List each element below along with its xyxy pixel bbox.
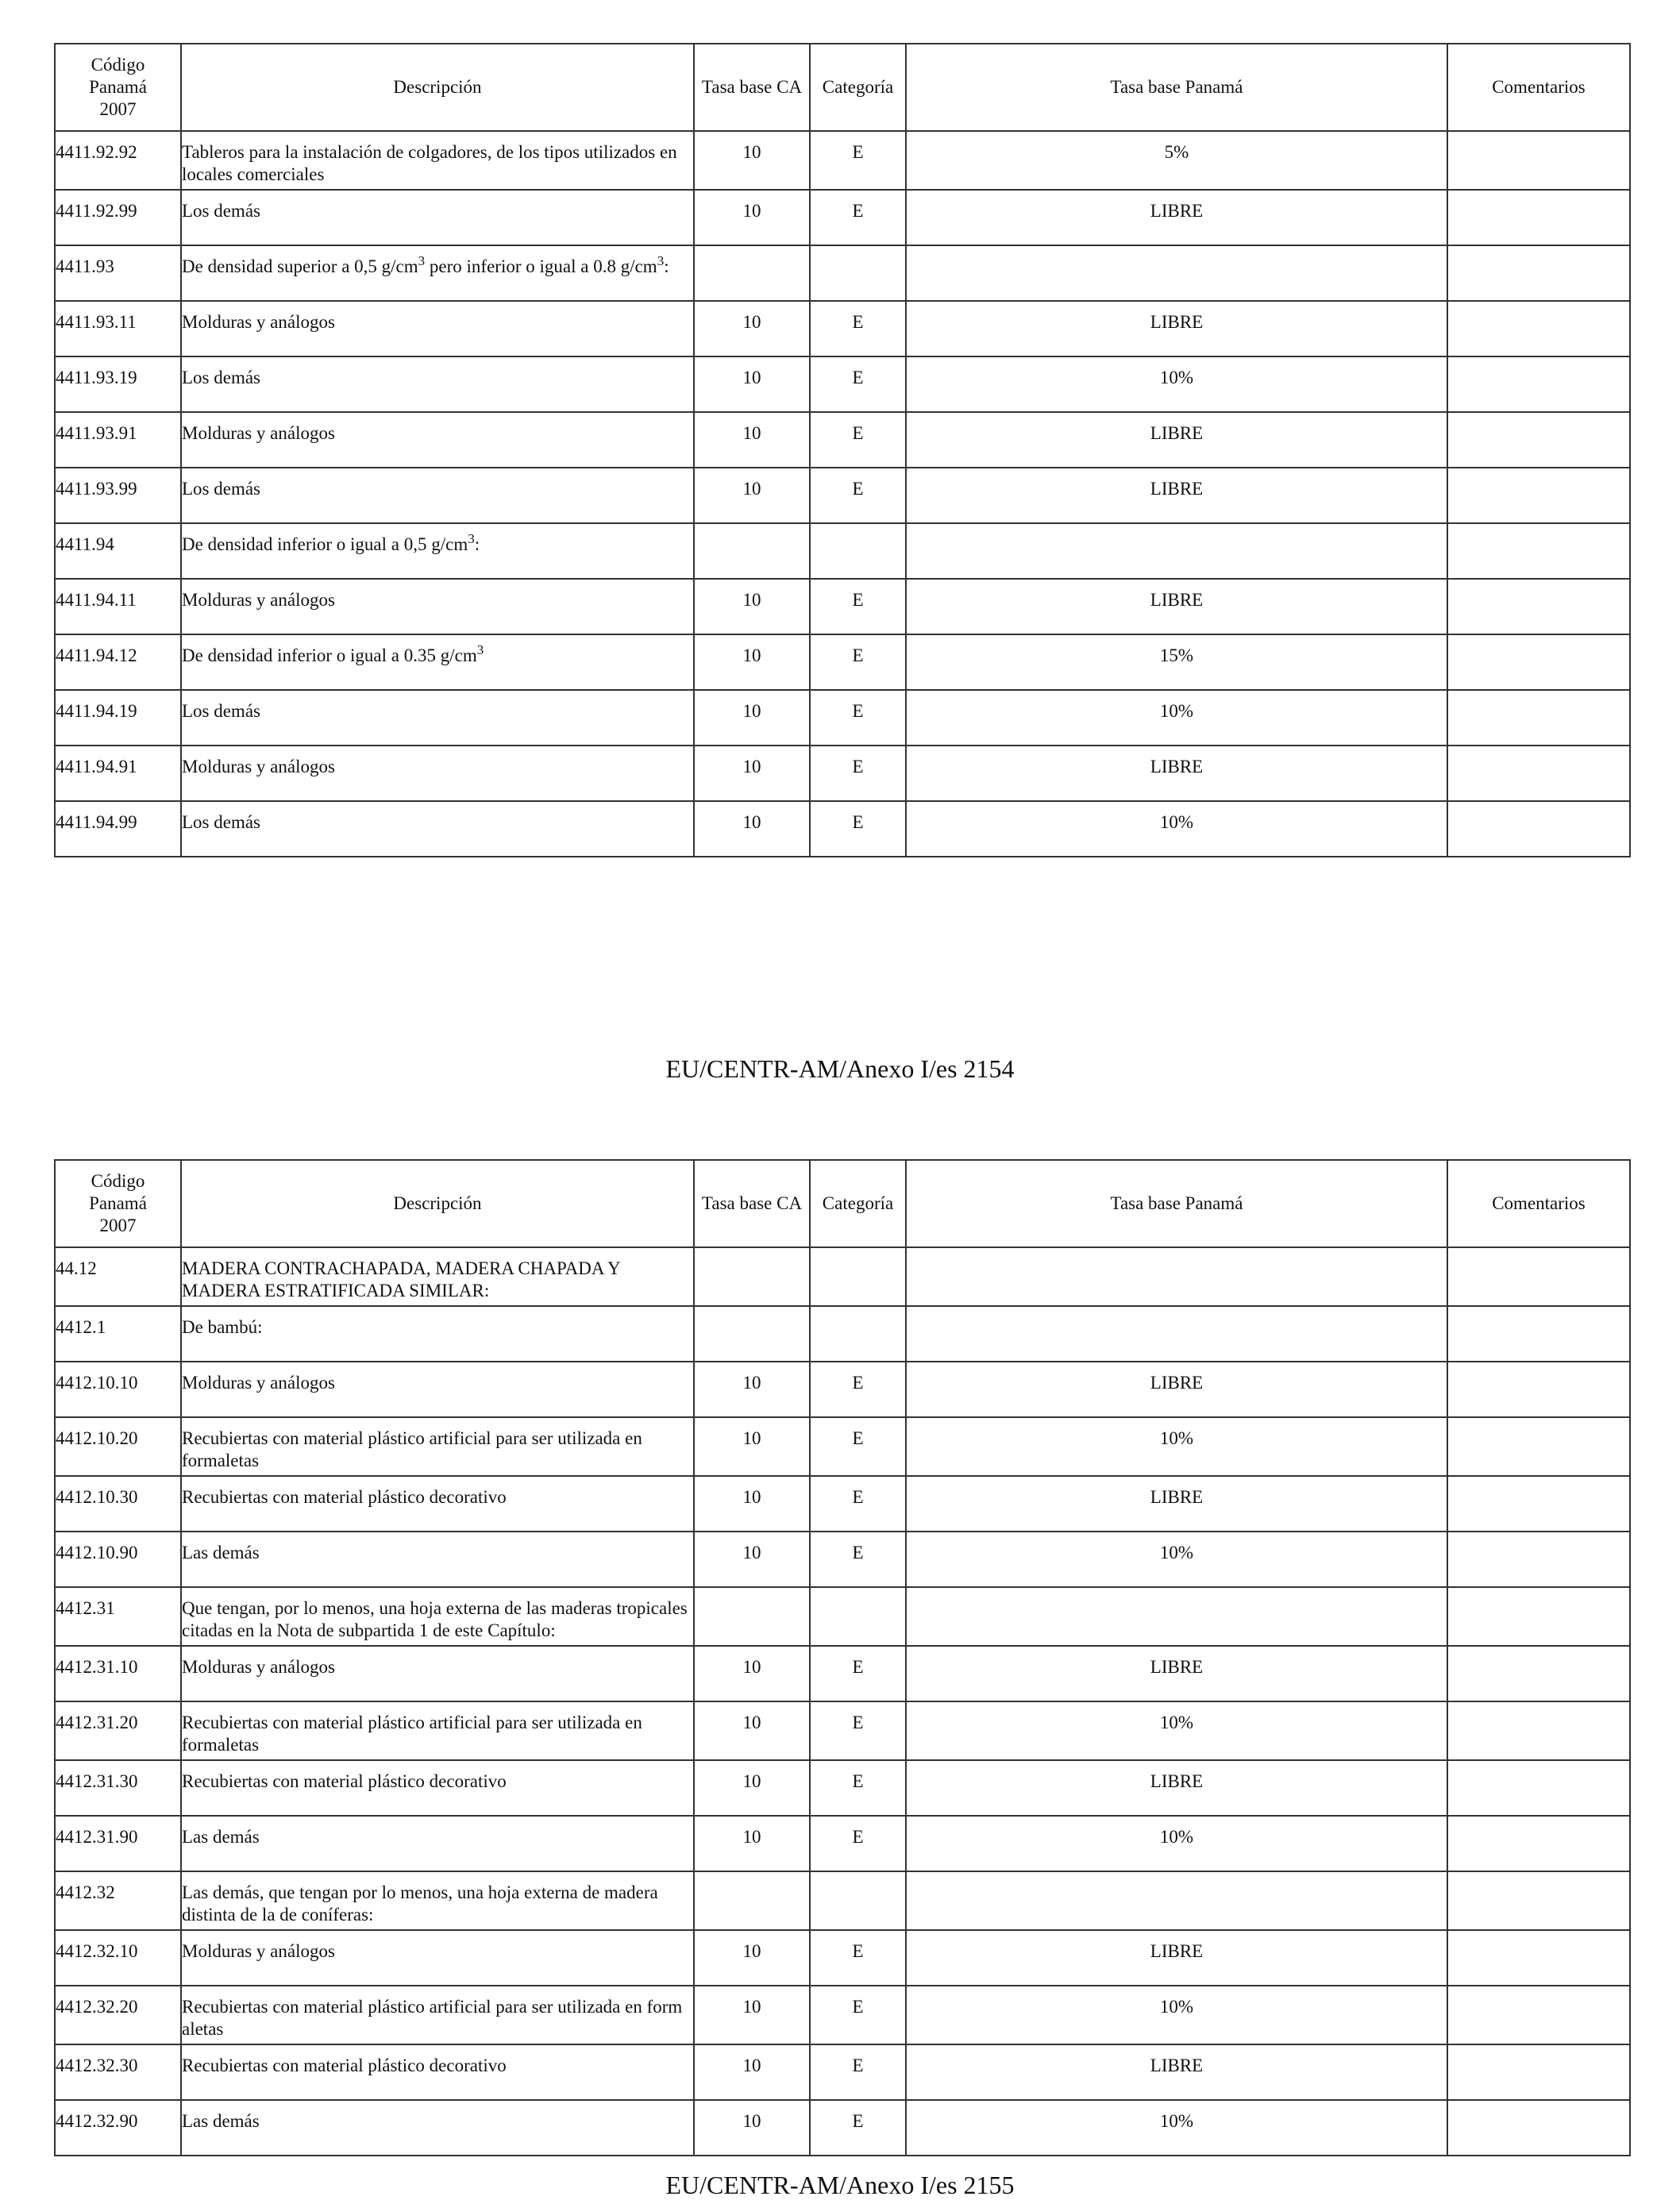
description-cell: Los demás bbox=[181, 190, 694, 245]
header-rate-ca: Tasa base CA bbox=[694, 1160, 810, 1247]
comments-cell bbox=[1447, 468, 1630, 523]
description-cell: Molduras y análogos bbox=[181, 1362, 694, 1417]
rate-ca-cell: 10 bbox=[694, 1930, 810, 1986]
code-cell: 4411.94.91 bbox=[55, 746, 181, 801]
rate-panama-cell: 10% bbox=[906, 1986, 1447, 2044]
code-cell: 4411.93.99 bbox=[55, 468, 181, 523]
code-cell: 4412.31.30 bbox=[55, 1760, 181, 1816]
code-cell: 4411.94.12 bbox=[55, 634, 181, 690]
rate-panama-cell: LIBRE bbox=[906, 301, 1447, 356]
category-cell: E bbox=[810, 190, 906, 245]
category-cell bbox=[810, 1247, 906, 1306]
rate-panama-cell: LIBRE bbox=[906, 579, 1447, 634]
description-cell: Los demás bbox=[181, 690, 694, 746]
table-row bbox=[55, 523, 1630, 579]
comments-cell bbox=[1447, 801, 1630, 857]
page-footer: EU/CENTR-AM/Anexo I/es 2155 bbox=[665, 2171, 1015, 2199]
rate-panama-cell: LIBRE bbox=[906, 746, 1447, 801]
table-row bbox=[55, 1816, 1630, 1871]
table-row bbox=[55, 1701, 1630, 1760]
comments-cell bbox=[1447, 746, 1630, 801]
category-cell: E bbox=[810, 2044, 906, 2100]
description-cell bbox=[181, 523, 694, 579]
code-cell: 44.12 bbox=[55, 1247, 181, 1306]
code-cell: 4411.93.19 bbox=[55, 356, 181, 412]
category-cell: E bbox=[810, 412, 906, 468]
code-cell: 4412.32.90 bbox=[55, 2100, 181, 2156]
comments-cell bbox=[1447, 1930, 1630, 1986]
rate-ca-cell: 10 bbox=[694, 1986, 810, 2044]
description-cell: Recubiertas con material plástico decorativo bbox=[181, 1760, 694, 1816]
description-cell: Las demás, que tengan por lo menos, una hoja externa de madera distinta de la de coníferas: bbox=[181, 1871, 694, 1930]
table-row bbox=[55, 746, 1630, 801]
code-cell: 4411.93.91 bbox=[55, 412, 181, 468]
code-cell: 4412.1 bbox=[55, 1306, 181, 1362]
description-text: : bbox=[474, 534, 480, 554]
category-cell: E bbox=[810, 1930, 906, 1986]
rate-panama-cell: LIBRE bbox=[906, 1930, 1447, 1986]
table-row bbox=[55, 356, 1630, 412]
rate-panama-cell: 10% bbox=[906, 2100, 1447, 2156]
rate-ca-cell: 10 bbox=[694, 1532, 810, 1587]
rate-panama-cell: LIBRE bbox=[906, 1646, 1447, 1701]
header-category: Categoría bbox=[810, 44, 906, 131]
comments-cell bbox=[1447, 1816, 1630, 1871]
rate-ca-cell: 10 bbox=[694, 1476, 810, 1532]
category-cell: E bbox=[810, 1532, 906, 1587]
description-cell: Las demás bbox=[181, 2100, 694, 2156]
description-text: De densidad superior a 0,5 g/cm bbox=[182, 256, 418, 276]
code-cell: 4411.94.11 bbox=[55, 579, 181, 634]
code-cell: 4411.92.99 bbox=[55, 190, 181, 245]
category-cell: E bbox=[810, 1760, 906, 1816]
rate-panama-cell: 10% bbox=[906, 1417, 1447, 1476]
rate-ca-cell: 10 bbox=[694, 801, 810, 857]
rate-ca-cell bbox=[694, 523, 810, 579]
code-cell: 4412.10.30 bbox=[55, 1476, 181, 1532]
category-cell: E bbox=[810, 468, 906, 523]
table-row bbox=[55, 1930, 1630, 1986]
tariff-table-page-2155 bbox=[54, 1159, 1631, 2156]
code-cell: 4412.32.30 bbox=[55, 2044, 181, 2100]
table-body bbox=[55, 131, 1630, 857]
category-cell bbox=[810, 523, 906, 579]
category-cell bbox=[810, 1306, 906, 1362]
rate-panama-cell bbox=[906, 523, 1447, 579]
category-cell: E bbox=[810, 1701, 906, 1760]
category-cell: E bbox=[810, 1986, 906, 2044]
header-description: Descripción bbox=[181, 1160, 694, 1247]
table-row bbox=[55, 1646, 1630, 1701]
header-category: Categoría bbox=[810, 1160, 906, 1247]
description-cell: Las demás bbox=[181, 1532, 694, 1587]
category-cell: E bbox=[810, 634, 906, 690]
description-cell: Recubiertas con material plástico decorativo bbox=[181, 2044, 694, 2100]
header-rate-ca: Tasa base CA bbox=[694, 44, 810, 131]
rate-ca-cell: 10 bbox=[694, 634, 810, 690]
comments-cell bbox=[1447, 1646, 1630, 1701]
code-cell: 4411.92.92 bbox=[55, 131, 181, 190]
header-code-line: Código bbox=[91, 55, 145, 75]
superscript: 3 bbox=[476, 642, 484, 657]
table-row bbox=[55, 1871, 1630, 1930]
table-row bbox=[55, 1986, 1630, 2044]
description-cell: Los demás bbox=[181, 468, 694, 523]
category-cell: E bbox=[810, 746, 906, 801]
comments-cell bbox=[1447, 1871, 1630, 1930]
rate-ca-cell: 10 bbox=[694, 356, 810, 412]
rate-ca-cell: 10 bbox=[694, 412, 810, 468]
rate-panama-cell: LIBRE bbox=[906, 1476, 1447, 1532]
comments-cell bbox=[1447, 412, 1630, 468]
table-row bbox=[55, 1417, 1630, 1476]
category-cell: E bbox=[810, 801, 906, 857]
table-row bbox=[55, 2044, 1630, 2100]
comments-cell bbox=[1447, 1476, 1630, 1532]
table-header bbox=[55, 1160, 1630, 1247]
header-code bbox=[55, 44, 181, 131]
code-cell: 4412.31.20 bbox=[55, 1701, 181, 1760]
code-cell: 4411.93 bbox=[55, 245, 181, 301]
superscript: 3 bbox=[657, 253, 665, 268]
header-rate-panama: Tasa base Panamá bbox=[906, 1160, 1447, 1247]
page-footer: EU/CENTR-AM/Anexo I/es 2154 bbox=[665, 1054, 1015, 1083]
comments-cell bbox=[1447, 634, 1630, 690]
description-cell: Molduras y análogos bbox=[181, 301, 694, 356]
description-cell: Las demás bbox=[181, 1816, 694, 1871]
rate-panama-cell: 10% bbox=[906, 1532, 1447, 1587]
table-row bbox=[55, 1362, 1630, 1417]
rate-panama-cell: 5% bbox=[906, 131, 1447, 190]
code-cell: 4411.94.99 bbox=[55, 801, 181, 857]
table-row bbox=[55, 1587, 1630, 1646]
comments-cell bbox=[1447, 245, 1630, 301]
description-text: : bbox=[664, 256, 669, 276]
comments-cell bbox=[1447, 1417, 1630, 1476]
category-cell bbox=[810, 245, 906, 301]
description-cell: Recubiertas con material plástico decorativo bbox=[181, 1476, 694, 1532]
code-cell: 4412.31.10 bbox=[55, 1646, 181, 1701]
rate-ca-cell: 10 bbox=[694, 2100, 810, 2156]
rate-panama-cell bbox=[906, 1587, 1447, 1646]
table-row bbox=[55, 801, 1630, 857]
code-cell: 4412.10.20 bbox=[55, 1417, 181, 1476]
rate-panama-cell: 10% bbox=[906, 356, 1447, 412]
comments-cell bbox=[1447, 523, 1630, 579]
rate-panama-cell: 10% bbox=[906, 1701, 1447, 1760]
rate-ca-cell: 10 bbox=[694, 468, 810, 523]
table-row bbox=[55, 301, 1630, 356]
rate-panama-cell: 15% bbox=[906, 634, 1447, 690]
description-text: De densidad inferior o igual a 0,5 g/cm bbox=[182, 534, 468, 554]
rate-ca-cell: 10 bbox=[694, 1760, 810, 1816]
comments-cell bbox=[1447, 579, 1630, 634]
comments-cell bbox=[1447, 356, 1630, 412]
comments-cell bbox=[1447, 1306, 1630, 1362]
rate-ca-cell bbox=[694, 1871, 810, 1930]
description-cell: Recubiertas con material plástico artificial para ser utilizada en formaletas bbox=[181, 1417, 694, 1476]
rate-panama-cell bbox=[906, 245, 1447, 301]
rate-ca-cell: 10 bbox=[694, 746, 810, 801]
comments-cell bbox=[1447, 1247, 1630, 1306]
category-cell: E bbox=[810, 356, 906, 412]
code-cell: 4411.94 bbox=[55, 523, 181, 579]
description-cell bbox=[181, 634, 694, 690]
rate-ca-cell: 10 bbox=[694, 2044, 810, 2100]
category-cell: E bbox=[810, 1417, 906, 1476]
rate-ca-cell: 10 bbox=[694, 1701, 810, 1760]
rate-ca-cell: 10 bbox=[694, 1646, 810, 1701]
description-cell: Molduras y análogos bbox=[181, 746, 694, 801]
header-code-line: Código bbox=[91, 1171, 145, 1191]
comments-cell bbox=[1447, 1532, 1630, 1587]
table-row bbox=[55, 690, 1630, 746]
rate-ca-cell: 10 bbox=[694, 579, 810, 634]
header-code bbox=[55, 1160, 181, 1247]
description-cell: MADERA CONTRACHAPADA, MADERA CHAPADA Y MADERA ESTRATIFICADA SIMILAR: bbox=[181, 1247, 694, 1306]
table-row bbox=[55, 468, 1630, 523]
table-row bbox=[55, 579, 1630, 634]
table-body bbox=[55, 1247, 1630, 2156]
rate-ca-cell: 10 bbox=[694, 1816, 810, 1871]
table-row bbox=[55, 1247, 1630, 1306]
rate-ca-cell: 10 bbox=[694, 690, 810, 746]
comments-cell bbox=[1447, 2100, 1630, 2156]
category-cell: E bbox=[810, 1816, 906, 1871]
description-cell: Recubiertas con material plástico artificial para ser utilizada en form aletas bbox=[181, 1986, 694, 2044]
comments-cell bbox=[1447, 1362, 1630, 1417]
rate-ca-cell: 10 bbox=[694, 131, 810, 190]
description-text: pero inferior o igual a 0.8 g/cm bbox=[425, 256, 657, 276]
description-cell: Tableros para la instalación de colgadores, de los tipos utilizados en locales comerciales bbox=[181, 131, 694, 190]
description-cell: Los demás bbox=[181, 356, 694, 412]
header-rate-panama: Tasa base Panamá bbox=[906, 44, 1447, 131]
category-cell: E bbox=[810, 690, 906, 746]
rate-panama-cell: LIBRE bbox=[906, 1760, 1447, 1816]
header-code-line: Panamá bbox=[89, 1193, 147, 1213]
table-row bbox=[55, 2100, 1630, 2156]
superscript: 3 bbox=[468, 531, 475, 546]
rate-panama-cell bbox=[906, 1306, 1447, 1362]
table-row bbox=[55, 634, 1630, 690]
table-row bbox=[55, 412, 1630, 468]
category-cell bbox=[810, 1871, 906, 1930]
code-cell: 4411.93.11 bbox=[55, 301, 181, 356]
category-cell: E bbox=[810, 131, 906, 190]
description-cell: Que tengan, por lo menos, una hoja externa de las maderas tropicales citadas en la Nota de subpartida 1 de este Capítulo: bbox=[181, 1587, 694, 1646]
description-cell: Molduras y análogos bbox=[181, 1930, 694, 1986]
category-cell: E bbox=[810, 579, 906, 634]
header-code-line: 2007 bbox=[99, 1216, 137, 1235]
rate-panama-cell: LIBRE bbox=[906, 190, 1447, 245]
table-row bbox=[55, 1306, 1630, 1362]
comments-cell bbox=[1447, 1986, 1630, 2044]
header-description: Descripción bbox=[181, 44, 694, 131]
rate-panama-cell: 10% bbox=[906, 1816, 1447, 1871]
code-cell: 4412.10.90 bbox=[55, 1532, 181, 1587]
code-cell: 4412.32.10 bbox=[55, 1930, 181, 1986]
category-cell: E bbox=[810, 2100, 906, 2156]
description-cell: Recubiertas con material plástico artificial para ser utilizada en formaletas bbox=[181, 1701, 694, 1760]
table-row bbox=[55, 1760, 1630, 1816]
description-text: De densidad inferior o igual a 0.35 g/cm bbox=[182, 645, 477, 665]
header-comments: Comentarios bbox=[1447, 1160, 1630, 1247]
header-code-line: Panamá bbox=[89, 77, 147, 97]
rate-panama-cell: LIBRE bbox=[906, 2044, 1447, 2100]
rate-ca-cell: 10 bbox=[694, 301, 810, 356]
code-cell: 4412.32 bbox=[55, 1871, 181, 1930]
description-cell: Molduras y análogos bbox=[181, 579, 694, 634]
table-row bbox=[55, 190, 1630, 245]
rate-ca-cell bbox=[694, 1587, 810, 1646]
comments-cell bbox=[1447, 690, 1630, 746]
code-cell: 4412.32.20 bbox=[55, 1986, 181, 2044]
rate-ca-cell bbox=[694, 1306, 810, 1362]
rate-ca-cell: 10 bbox=[694, 190, 810, 245]
comments-cell bbox=[1447, 1587, 1630, 1646]
category-cell: E bbox=[810, 301, 906, 356]
rate-panama-cell: 10% bbox=[906, 690, 1447, 746]
rate-ca-cell: 10 bbox=[694, 1362, 810, 1417]
tariff-table-page-2154 bbox=[54, 43, 1631, 857]
comments-cell bbox=[1447, 301, 1630, 356]
rate-panama-cell: LIBRE bbox=[906, 468, 1447, 523]
table-row bbox=[55, 1532, 1630, 1587]
category-cell bbox=[810, 1587, 906, 1646]
description-cell bbox=[181, 245, 694, 301]
rate-panama-cell: LIBRE bbox=[906, 1362, 1447, 1417]
table-header bbox=[55, 44, 1630, 131]
code-cell: 4412.10.10 bbox=[55, 1362, 181, 1417]
superscript: 3 bbox=[418, 253, 426, 268]
rate-ca-cell: 10 bbox=[694, 1417, 810, 1476]
description-cell: Molduras y análogos bbox=[181, 412, 694, 468]
rate-ca-cell bbox=[694, 245, 810, 301]
code-cell: 4412.31 bbox=[55, 1587, 181, 1646]
comments-cell bbox=[1447, 2044, 1630, 2100]
description-cell: Molduras y análogos bbox=[181, 1646, 694, 1701]
category-cell: E bbox=[810, 1646, 906, 1701]
comments-cell bbox=[1447, 1760, 1630, 1816]
header-comments: Comentarios bbox=[1447, 44, 1630, 131]
header-code-line: 2007 bbox=[99, 99, 137, 119]
description-cell: De bambú: bbox=[181, 1306, 694, 1362]
table-row bbox=[55, 1476, 1630, 1532]
description-cell: Los demás bbox=[181, 801, 694, 857]
rate-panama-cell: 10% bbox=[906, 801, 1447, 857]
rate-panama-cell bbox=[906, 1247, 1447, 1306]
code-cell: 4412.31.90 bbox=[55, 1816, 181, 1871]
table-row bbox=[55, 245, 1630, 301]
rate-panama-cell bbox=[906, 1871, 1447, 1930]
comments-cell bbox=[1447, 1701, 1630, 1760]
table-row bbox=[55, 131, 1630, 190]
code-cell: 4411.94.19 bbox=[55, 690, 181, 746]
category-cell: E bbox=[810, 1476, 906, 1532]
comments-cell bbox=[1447, 190, 1630, 245]
category-cell: E bbox=[810, 1362, 906, 1417]
comments-cell bbox=[1447, 131, 1630, 190]
rate-panama-cell: LIBRE bbox=[906, 412, 1447, 468]
rate-ca-cell bbox=[694, 1247, 810, 1306]
